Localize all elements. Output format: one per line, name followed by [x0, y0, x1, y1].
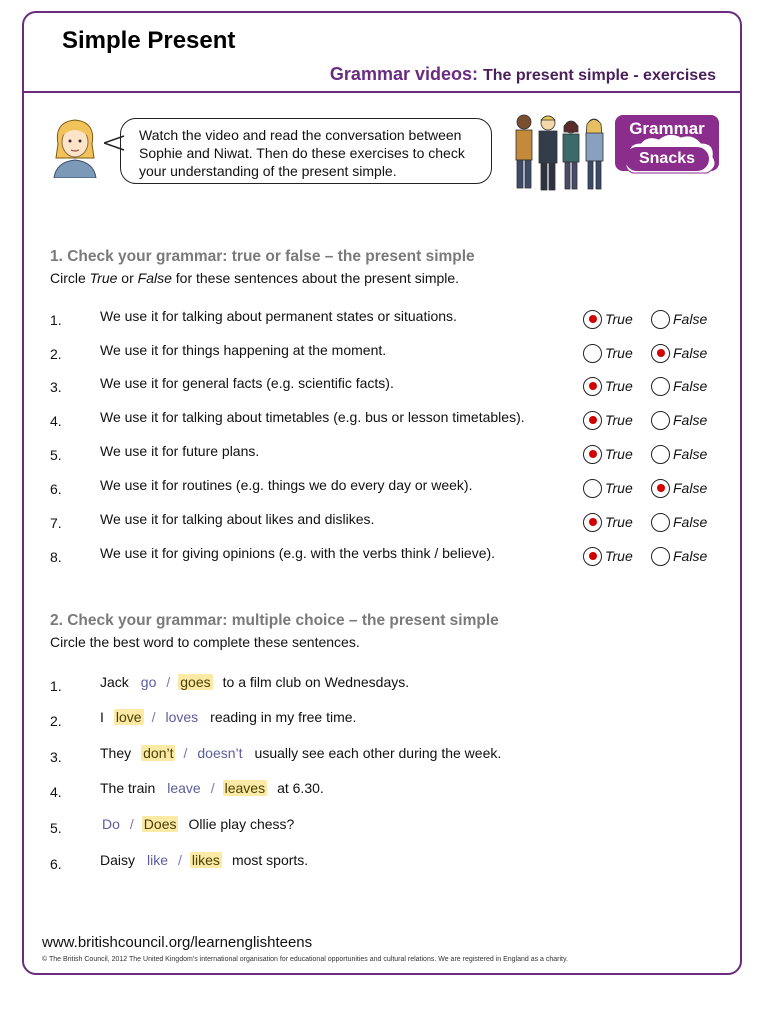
false-option[interactable]	[651, 342, 707, 364]
false-label: False	[673, 378, 708, 394]
false-radio[interactable]	[651, 445, 670, 464]
false-radio[interactable]	[651, 377, 670, 396]
choice-2[interactable]: loves	[165, 709, 199, 725]
sentence	[100, 745, 501, 761]
badge-line-1: Grammar	[629, 119, 705, 138]
choice-separator: /	[210, 780, 215, 796]
item-number: 2.	[50, 346, 62, 362]
tf-row	[0, 443, 768, 467]
statement-text: We use it for talking about permanent states or situations.	[100, 308, 457, 324]
item-number: 4.	[50, 413, 62, 429]
true-option[interactable]	[583, 545, 633, 567]
item-number: 6.	[50, 481, 62, 497]
sentence-start: Jack	[100, 674, 129, 690]
false-option[interactable]	[651, 443, 707, 465]
mc-row	[0, 709, 768, 733]
sentence-start: The train	[100, 780, 156, 796]
selected-dot	[657, 484, 665, 492]
statement-text: We use it for talking about likes and dislikes.	[100, 511, 375, 527]
instruction-false: False	[137, 270, 172, 286]
footer-url[interactable]: www.britishcouncil.org/learnenglishteens	[42, 934, 313, 951]
instruction-true: True	[89, 270, 118, 286]
true-option[interactable]	[583, 409, 633, 431]
choice-separator: /	[178, 852, 182, 868]
statement-text: We use it for talking about timetables (e.g. bus or lesson timetables).	[100, 409, 525, 425]
subtitle-series: Grammar videos:	[329, 64, 478, 84]
selected-dot	[589, 416, 597, 424]
true-radio[interactable]	[583, 344, 602, 363]
true-radio[interactable]	[583, 445, 602, 464]
choice-1[interactable]: don’t	[143, 745, 174, 761]
intro-text: Watch the video and read the conversation between Sophie and Niwat. Then do these exercises to check your understanding of the present simple.	[139, 127, 465, 179]
item-number: 5.	[50, 820, 62, 836]
choice-separator: /	[151, 709, 156, 725]
section-2-heading: 2. Check your grammar: multiple choice – the present simple	[50, 612, 499, 629]
false-radio[interactable]	[651, 547, 670, 566]
choice-2[interactable]: goes	[180, 674, 211, 690]
false-radio[interactable]	[651, 479, 670, 498]
item-number: 2.	[50, 713, 62, 729]
tf-row	[0, 342, 768, 366]
sentence	[100, 780, 324, 796]
section-1-heading: 1. Check your grammar: true or false – the present simple	[50, 248, 475, 265]
true-radio[interactable]	[583, 547, 602, 566]
mc-row	[0, 852, 768, 876]
sentence-end: usually see each other during the week.	[254, 745, 502, 761]
section-2-instruction: Circle the best word to complete these sentences.	[50, 634, 360, 650]
false-option[interactable]	[651, 308, 707, 330]
item-number: 4.	[50, 784, 62, 800]
sentence-end: most sports.	[231, 852, 309, 868]
false-option[interactable]	[651, 477, 707, 499]
selected-dot	[589, 450, 597, 458]
false-label: False	[673, 446, 708, 462]
true-label: True	[605, 548, 633, 564]
instruction-mid: or	[117, 270, 138, 286]
badge-line-2-text: Snacks	[638, 150, 696, 167]
item-number: 3.	[50, 749, 62, 765]
tf-row	[0, 375, 768, 399]
choice-2[interactable]: leaves	[224, 780, 266, 796]
selected-dot	[589, 315, 597, 323]
false-option[interactable]	[651, 511, 707, 533]
grammar-snacks-logo	[613, 113, 721, 181]
selected-dot	[589, 382, 597, 390]
true-label: True	[605, 514, 633, 530]
choice-separator: /	[129, 816, 134, 832]
sentence-end: to a film club on Wednesdays.	[222, 674, 410, 690]
item-number: 5.	[50, 447, 62, 463]
tf-row	[0, 308, 768, 332]
instruction-pre: Circle	[50, 270, 90, 286]
statement-text: We use it for routines (e.g. things we do every day or week).	[100, 477, 473, 493]
selected-dot	[589, 552, 597, 560]
sentence-start: Daisy	[100, 852, 136, 868]
true-radio[interactable]	[583, 377, 602, 396]
mc-row	[0, 780, 768, 804]
statement-text: We use it for things happening at the moment.	[100, 342, 387, 358]
sophie-avatar-icon	[48, 114, 102, 178]
sentence-end: Ollie play chess?	[188, 816, 295, 832]
subtitle-topic: The present simple - exercises	[483, 67, 716, 84]
sentence	[100, 816, 294, 832]
sentence	[100, 674, 409, 690]
false-label: False	[673, 548, 708, 564]
true-label: True	[605, 345, 633, 361]
page-title: Simple Present	[62, 27, 236, 54]
true-option[interactable]	[583, 308, 633, 330]
false-option[interactable]	[651, 409, 707, 431]
statement-text: We use it for giving opinions (e.g. with the verbs think / believe).	[100, 545, 496, 561]
true-label: True	[605, 480, 633, 496]
instruction-post: for these sentences about the present simple.	[171, 270, 460, 286]
section-1-instruction	[50, 270, 459, 286]
sentence-end: reading in my free time.	[210, 709, 357, 725]
false-label: False	[673, 480, 708, 496]
false-radio[interactable]	[651, 411, 670, 430]
mc-row	[0, 674, 768, 698]
false-radio[interactable]	[651, 513, 670, 532]
choice-1[interactable]: love	[115, 709, 142, 725]
choice-separator: /	[166, 674, 171, 690]
choice-2[interactable]: doesn’t	[197, 745, 243, 761]
item-number: 8.	[50, 549, 62, 565]
true-label: True	[605, 311, 633, 327]
tf-row	[0, 511, 768, 535]
true-option[interactable]	[583, 342, 633, 364]
false-option[interactable]	[651, 545, 707, 567]
item-number: 1.	[50, 312, 62, 328]
true-option[interactable]	[583, 477, 633, 499]
false-radio[interactable]	[651, 310, 670, 329]
footer-copyright: © The British Council, 2012 The United Kingdom’s international organisation for educational opportunities and cultural relations. We are registered in England as a charity.	[42, 956, 568, 963]
true-label: True	[605, 378, 633, 394]
choice-1[interactable]: go	[140, 674, 157, 690]
true-option[interactable]	[583, 375, 633, 397]
choice-2[interactable]: Does	[143, 816, 177, 832]
false-radio[interactable]	[651, 344, 670, 363]
mc-row	[0, 816, 768, 840]
false-option[interactable]	[651, 375, 707, 397]
selected-dot	[657, 349, 665, 357]
statement-text: We use it for general facts (e.g. scientific facts).	[100, 375, 394, 391]
false-label: False	[673, 345, 708, 361]
sentence-start: They	[100, 745, 132, 761]
item-number: 7.	[50, 515, 62, 531]
true-radio[interactable]	[583, 411, 602, 430]
choice-1[interactable]: Do	[102, 816, 120, 832]
sentence-end: at 6.30.	[277, 780, 324, 796]
choice-1[interactable]: leave	[167, 780, 201, 796]
intro-speech-bubble	[120, 118, 492, 184]
students-illustration-icon	[508, 110, 618, 194]
page-subtitle	[330, 64, 716, 85]
false-label: False	[673, 514, 708, 530]
choice-2[interactable]: likes	[191, 852, 220, 868]
false-label: False	[673, 412, 708, 428]
true-radio[interactable]	[583, 513, 602, 532]
item-number: 6.	[50, 856, 62, 872]
true-label: True	[605, 412, 633, 428]
tf-row	[0, 409, 768, 433]
false-label: False	[673, 311, 708, 327]
sentence-start: I	[100, 709, 104, 725]
true-radio[interactable]	[583, 310, 602, 329]
item-number: 1.	[50, 678, 62, 694]
item-number: 3.	[50, 379, 62, 395]
selected-dot	[589, 518, 597, 526]
choice-separator: /	[183, 745, 188, 761]
sentence	[100, 852, 308, 868]
true-label: True	[605, 446, 633, 462]
choice-1[interactable]: like	[147, 852, 169, 868]
true-option[interactable]	[583, 511, 633, 533]
true-radio[interactable]	[583, 479, 602, 498]
header-divider	[24, 91, 741, 93]
mc-row	[0, 745, 768, 769]
tf-row	[0, 545, 768, 569]
statement-text: We use it for future plans.	[100, 443, 260, 459]
tf-row	[0, 477, 768, 501]
sentence	[100, 709, 356, 725]
true-option[interactable]	[583, 443, 633, 465]
